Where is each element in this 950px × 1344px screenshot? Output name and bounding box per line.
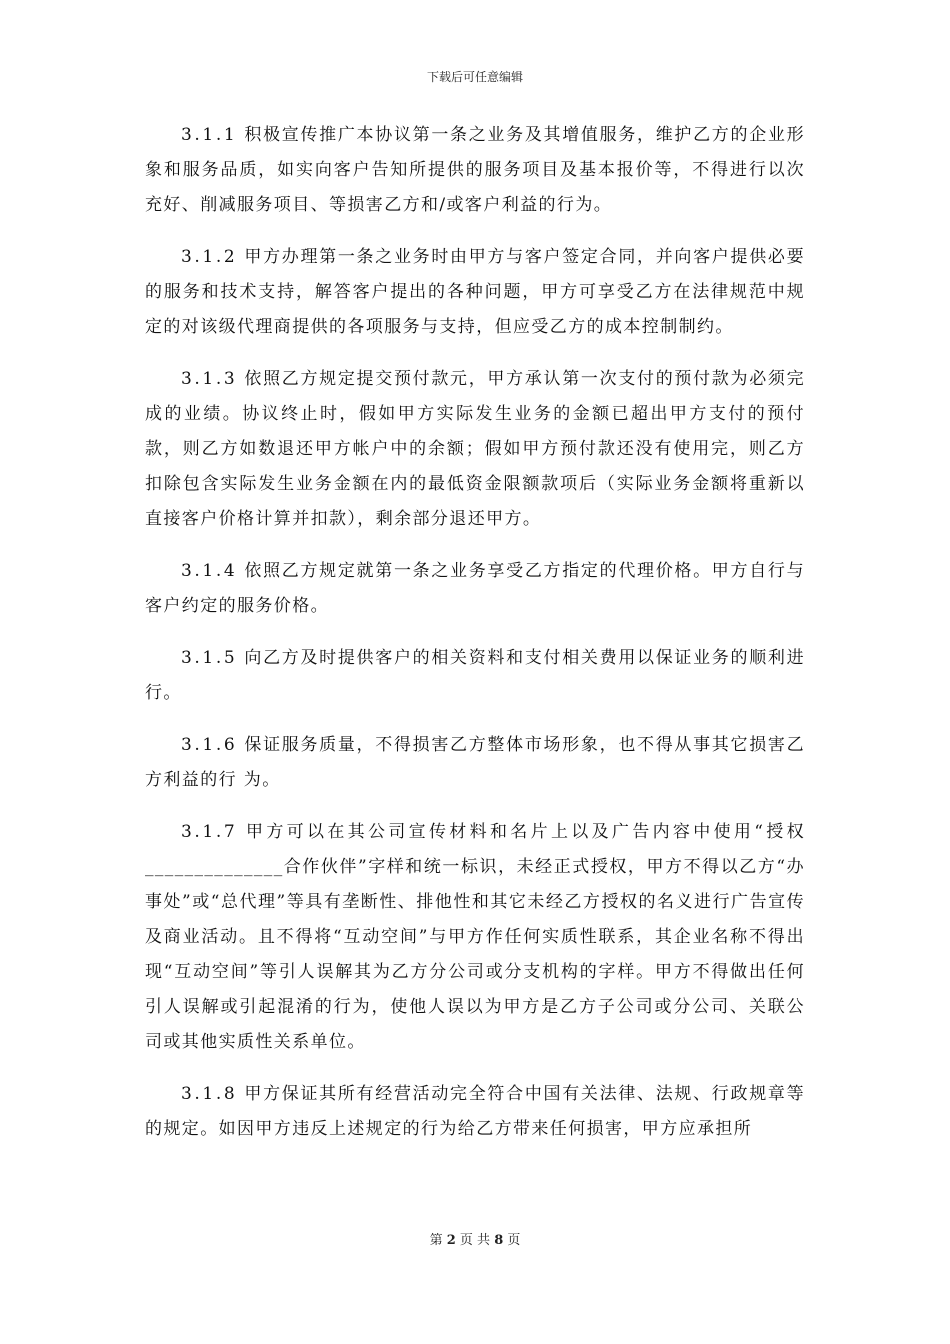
clause-3-1-7	[145, 815, 805, 1060]
page-footer	[0, 1229, 950, 1248]
clause-number: 3.1.2	[181, 247, 238, 267]
clause-text: 积极宣传推广本协议第一条之业务及其增值服务，维护乙方的企业形象和服务品质，如实向客户告知所提供的服务项目及基本报价等，不得进行以次充好、削减服务项目、等损害乙方和/或客户利益的行为。	[145, 125, 805, 215]
clause-3-1-4	[145, 554, 805, 624]
clause-text: 甲方可以在其公司宣传材料和名片上以及广告内容中使用“授权______________合作伙伴”字样和统一标识，未经正式授权，甲方不得以乙方“办事处”或“总代理”等具有垄断性、排他性和其它未经乙方授权的名义进行广告宣传及商业活动。且不得将“互动空间”与甲方作任何实质性联系，其企业名称不得出现“互动空间”等引人误解其为乙方分公司或分支机构的字样。甲方不得做出任何引人误解或引起混淆的行为，使他人误以为甲方是乙方子公司或分公司、关联公司或其他实质性关系单位。	[145, 822, 805, 1052]
clause-number: 3.1.1	[181, 125, 238, 145]
page-header-note: 下载后可任意编辑	[426, 70, 523, 84]
document-body	[145, 118, 805, 1164]
clause-3-1-1	[145, 118, 805, 223]
clause-number: 3.1.8	[181, 1084, 238, 1104]
current-page-number: 2	[446, 1233, 456, 1248]
clause-text: 保证服务质量，不得损害乙方整体市场形象，也不得从事其它损害乙方利益的行 为。	[145, 735, 805, 790]
clause-text: 依照乙方规定提交预付款元，甲方承认第一次支付的预付款为必须完成的业绩。协议终止时，假如甲方实际发生业务的金额已超出甲方支付的预付款，则乙方如数退还甲方帐户中的余额；假如甲方预付款还没有使用完，则乙方扣除包含实际发生业务金额在内的最低资金限额款项后（实际业务金额将重新以直接客户价格计算并扣款），剩余部分退还甲方。	[145, 369, 805, 529]
clause-number: 3.1.6	[181, 735, 238, 755]
footer-suffix: 页	[503, 1233, 521, 1248]
clause-number: 3.1.3	[181, 369, 238, 389]
clause-3-1-2	[145, 240, 805, 345]
clause-text: 甲方保证其所有经营活动完全符合中国有关法律、法规、行政规章等的规定。如因甲方违反上述规定的行为给乙方带来任何损害，甲方应承担所	[145, 1084, 805, 1139]
clause-number: 3.1.7	[181, 822, 238, 842]
clause-3-1-3	[145, 362, 805, 537]
total-pages-number: 8	[494, 1233, 504, 1248]
clause-number: 3.1.5	[181, 648, 238, 668]
footer-middle: 页 共	[455, 1233, 495, 1248]
clause-text: 向乙方及时提供客户的相关资料和支付相关费用以保证业务的顺利进行。	[145, 648, 805, 703]
clause-text: 甲方办理第一条之业务时由甲方与客户签定合同，并向客户提供必要的服务和技术支持，解答客户提出的各种问题，甲方可享受乙方在法律规范中规定的对该级代理商提供的各项服务与支持，但应受乙方的成本控制制约。	[145, 247, 805, 337]
clause-3-1-6	[145, 728, 805, 798]
clause-3-1-5	[145, 641, 805, 711]
footer-prefix: 第	[429, 1233, 447, 1248]
clause-number: 3.1.4	[181, 561, 238, 581]
clause-3-1-8	[145, 1077, 805, 1147]
clause-text: 依照乙方规定就第一条之业务享受乙方指定的代理价格。甲方自行与客户约定的服务价格。	[145, 561, 805, 616]
